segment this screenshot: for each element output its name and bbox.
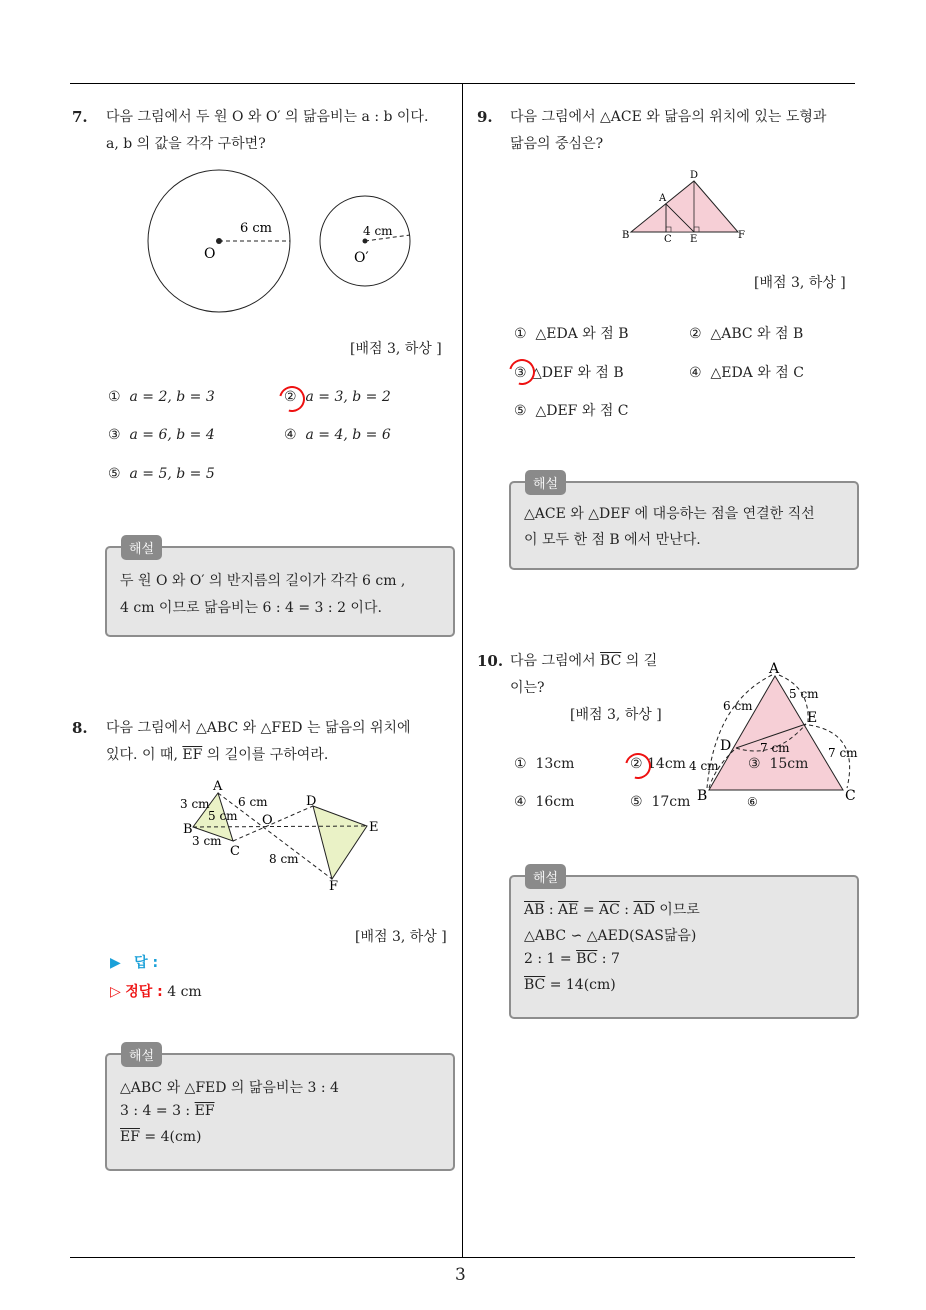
q8-exp2-ef: $\overline{EF}$ <box>194 1103 215 1119</box>
q9-label-d: D <box>690 170 699 181</box>
q9-option-4[interactable] <box>689 362 804 382</box>
q8-label-a: A <box>213 779 223 794</box>
q10-option-3[interactable] <box>748 756 808 772</box>
q8-correct-label: 정답 : <box>125 984 163 1000</box>
q8-len-6: 6 cm <box>238 795 268 809</box>
q9-opt1-num: ① <box>514 326 527 342</box>
q7-opt1-text: a = 2, b = 3 <box>129 389 215 405</box>
q9-score: [배점 3, 하상 ] <box>754 275 846 291</box>
q10-opt1-num: ① <box>514 756 527 772</box>
q7-r2-label: 4 cm <box>363 224 393 238</box>
q10-exp4-b: = 14(cm) <box>545 977 616 993</box>
q8-label-e: E <box>369 820 379 835</box>
q9-line2: 닮음의 중심은? <box>510 136 604 152</box>
q7-opt3-text: a = 6, b = 4 <box>129 427 215 443</box>
q10-line1-a: 다음 그림에서 <box>510 653 601 669</box>
q9-figure <box>618 168 753 243</box>
q8-correct-value: 4 cm <box>167 984 202 1000</box>
q9-answer-mark <box>504 354 540 390</box>
q7-line2: a, b 의 값을 각각 구하면? <box>106 136 266 152</box>
q10-label-e: E <box>807 710 818 726</box>
q10-line2: 이는? <box>510 680 545 696</box>
q7-opt4-num: ④ <box>284 427 297 443</box>
q8-exp-line1: △ABC 와 △FED 의 닮음비는 3 : 4 <box>120 1080 339 1096</box>
q10-exp1-tail: 이므로 <box>654 902 700 918</box>
q8-len-3b: 3 cm <box>192 834 222 848</box>
q8-len-3a: 3 cm <box>180 797 210 811</box>
q10-line1 <box>510 648 657 675</box>
q10-opt5-text: 17cm <box>651 794 691 810</box>
q10-len-bc: ⑥ <box>747 795 758 809</box>
q8-line2-ef: $\overline{EF}$ <box>182 747 203 763</box>
q8-label-c: C <box>230 844 240 859</box>
q10-exp-line4 <box>524 977 616 993</box>
q10-label-b: B <box>697 788 708 804</box>
q9-opt2-text: △ABC 와 점 B <box>710 326 804 342</box>
q7-opt4-text: a = 4, b = 6 <box>305 427 391 443</box>
q9-exp-line1: △ACE 와 △DEF 에 대응하는 점을 연결한 직선 <box>524 506 815 522</box>
q8-len-5: 5 cm <box>208 809 238 823</box>
q8-figure <box>175 775 390 895</box>
q8-exp3-b: = 4(cm) <box>139 1129 202 1145</box>
q8-answer-row <box>110 952 158 972</box>
q10-exp3-bc: $\overline{BC}$ <box>576 951 598 967</box>
q10-exp1-ad: $\overline{AD}$ <box>633 902 655 918</box>
q10-number: 10. <box>477 652 504 670</box>
q10-exp-line1 <box>524 899 700 919</box>
q10-len-6: 6 cm <box>723 699 753 713</box>
q9-label-e: E <box>690 234 698 245</box>
q9-option-2[interactable] <box>689 323 803 343</box>
q10-line1-c: 의 길 <box>621 653 658 669</box>
q8-label-b: B <box>183 822 193 837</box>
q7-number: 7. <box>72 108 88 126</box>
line-c-d <box>233 806 313 841</box>
q8-score: [배점 3, 하상 ] <box>355 929 447 945</box>
q7-figure <box>140 165 420 315</box>
q8-label-o: O <box>262 813 273 828</box>
q9-label-b: B <box>622 230 630 241</box>
q7-answer-mark <box>274 381 310 417</box>
q8-line2 <box>106 742 328 769</box>
q10-exp3-a: 2 : 1 = <box>524 951 577 967</box>
q7-opt3-num: ③ <box>108 427 121 443</box>
q8-exp3-ef: $\overline{EF}$ <box>120 1129 140 1145</box>
q10-exp1-sep2: : <box>619 902 634 918</box>
q10-option-5[interactable] <box>630 794 690 810</box>
q9-exp-line2: 이 모두 한 점 B 에서 만난다. <box>524 532 701 548</box>
q7-exp-line2: 4 cm 이므로 닮음비는 6 : 4 = 3 : 2 이다. <box>120 600 382 616</box>
q9-option-1[interactable] <box>514 323 628 343</box>
q7-option-1[interactable] <box>108 389 215 405</box>
q8-line2-c: 의 길이를 구하여라. <box>202 747 329 763</box>
triangle-abc-10 <box>709 676 843 790</box>
q9-opt4-text: △EDA 와 점 C <box>710 365 804 381</box>
q7-c1-label: O <box>204 246 216 262</box>
q9-opt2-num: ② <box>689 326 702 342</box>
q9-label-a: A <box>659 193 667 204</box>
q9-option-5[interactable] <box>514 400 629 420</box>
q8-len-8: 8 cm <box>269 852 299 866</box>
q9-opt3-num: ③ <box>514 365 527 381</box>
q10-exp1-eq: = <box>578 902 600 918</box>
q8-exp2-a: 3 : 4 = 3 : <box>120 1103 195 1119</box>
q7-opt5-text: a = 5, b = 5 <box>129 466 215 482</box>
q9-opt5-text: △DEF 와 점 C <box>535 403 629 419</box>
q7-opt1-num: ① <box>108 389 121 405</box>
q7-line1: 다음 그림에서 두 원 O 와 O′ 의 닮음비는 a : b 이다. <box>106 109 429 125</box>
column-divider <box>462 83 463 1257</box>
q10-opt2-num: ② <box>630 756 643 772</box>
q7-opt5-num: ⑤ <box>108 466 121 482</box>
q10-line1-bc: $\overline{BC}$ <box>600 653 622 669</box>
q10-score: [배점 3, 하상 ] <box>570 707 662 723</box>
q10-exp1-ae: $\overline{AE}$ <box>558 902 579 918</box>
q10-len-7a: 7 cm <box>760 741 790 755</box>
q10-explanation-label: 해설 <box>525 864 566 889</box>
bottom-rule <box>70 1257 855 1258</box>
q10-explanation-box <box>509 871 859 1019</box>
q7-explanation-box <box>105 542 455 637</box>
q10-len-7b: 7 cm <box>828 746 858 760</box>
q10-exp1-ac: $\overline{AC}$ <box>599 902 620 918</box>
q8-exp-line2 <box>120 1103 215 1119</box>
q7-explanation-label: 해설 <box>121 535 162 560</box>
q9-line1: 다음 그림에서 △ACE 와 닮음의 위치에 있는 도형과 <box>510 109 827 125</box>
q10-figure <box>689 658 865 809</box>
q10-opt1-text: 13cm <box>535 756 575 772</box>
q8-exp-line3 <box>120 1129 202 1145</box>
q7-score: [배점 3, 하상 ] <box>350 341 442 357</box>
q7-option-5[interactable] <box>108 466 215 482</box>
q10-exp3-c: : 7 <box>597 951 620 967</box>
q9-opt3-text: △DEF 와 점 B <box>531 365 624 381</box>
q7-r1-label: 6 cm <box>240 221 273 236</box>
q9-label-f: F <box>738 230 745 241</box>
q8-correct-row <box>110 981 202 1001</box>
q8-explanation-box <box>105 1049 455 1171</box>
q10-opt3-num: ③ <box>748 756 761 772</box>
q10-len-4: 4 cm <box>689 759 719 773</box>
q7-opt2-num: ② <box>284 389 297 405</box>
q9-opt1-text: △EDA 와 점 B <box>535 326 629 342</box>
q8-answer-label: 답 : <box>134 955 159 971</box>
q10-option-1[interactable] <box>514 756 574 772</box>
q10-label-a: A <box>769 661 780 677</box>
q7-option-4[interactable] <box>284 427 391 443</box>
q8-label-d: D <box>306 794 317 809</box>
q9-opt5-num: ⑤ <box>514 403 527 419</box>
triangle-fed <box>313 806 367 879</box>
q10-exp-line2: △ABC ∽ △AED(SAS닮음) <box>524 928 697 944</box>
correct-arrow-icon: ▷ <box>110 984 121 1000</box>
q10-opt4-text: 16cm <box>535 794 575 810</box>
answer-arrow-icon: ▶ <box>110 955 121 971</box>
page-number: 3 <box>455 1265 466 1285</box>
q8-line1: 다음 그림에서 △ABC 와 △FED 는 닮음의 위치에 <box>106 720 411 736</box>
q9-label-c: C <box>664 234 672 245</box>
q7-opt2-text: a = 3, b = 2 <box>305 389 391 405</box>
q10-exp4-bc: $\overline{BC}$ <box>524 977 546 993</box>
q7-option-3[interactable] <box>108 427 215 443</box>
q10-opt2-text: 14cm <box>647 756 686 772</box>
q9-explanation-label: 해설 <box>525 470 566 495</box>
q9-number: 9. <box>477 108 493 126</box>
q7-exp-line1: 두 원 O 와 O′ 의 반지름의 길이가 각각 6 cm , <box>120 573 406 589</box>
q10-label-c: C <box>845 788 856 804</box>
q9-opt4-num: ④ <box>689 365 702 381</box>
q10-opt3-text: 15cm <box>769 756 809 772</box>
q10-exp1-sep1: : <box>544 902 559 918</box>
q10-exp1-ab: $\overline{AB}$ <box>524 902 545 918</box>
q10-len-5: 5 cm <box>789 687 819 701</box>
q8-label-f: F <box>329 879 339 894</box>
q8-number: 8. <box>72 719 88 737</box>
q10-option-4[interactable] <box>514 794 574 810</box>
q9-explanation-box <box>509 477 859 570</box>
q10-label-d: D <box>720 738 732 754</box>
q8-line2-a: 있다. 이 때, <box>106 747 183 763</box>
q7-c2-label: O′ <box>354 250 369 266</box>
q10-opt4-num: ④ <box>514 794 527 810</box>
q10-exp-line3 <box>524 951 620 967</box>
q8-explanation-label: 해설 <box>121 1042 162 1067</box>
q10-answer-mark <box>620 748 656 784</box>
q10-opt5-num: ⑤ <box>630 794 643 810</box>
